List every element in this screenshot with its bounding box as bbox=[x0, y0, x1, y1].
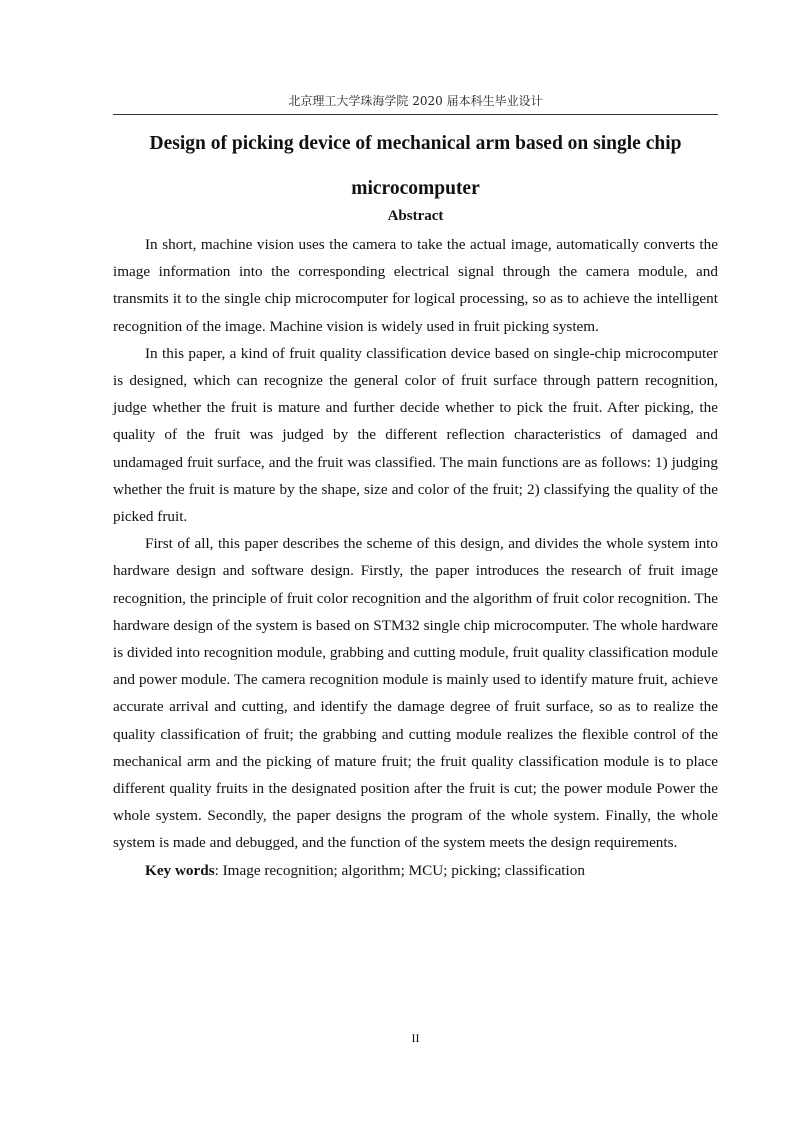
abstract-heading: Abstract bbox=[387, 208, 444, 224]
abstract-paragraph-2: In this paper, a kind of fruit quality classification device based on single-chip microcomputer is designed, which can recognize the general color of fruit surface through pattern recognition, judge whether the fruit is mature and further decide whether to pick the fruit. After picking, the quality of the fruit was judged by the different reflection characteristics of damaged and undamaged fruit surface, and the fruit was classified. The main functions are as follows: 1) judging whether the fruit is mature by the shape, size and color of the fruit; 2) classifying the quality of the picked fruit. bbox=[113, 344, 718, 526]
keywords-label: Key words bbox=[145, 861, 215, 879]
document-title: Design of picking device of mechanical arm based on single chip microcomputer bbox=[149, 133, 682, 199]
header-divider bbox=[113, 114, 718, 115]
abstract-paragraph-1: In short, machine vision uses the camera to take the actual image, automatically converts the image information into the corresponding electrical signal through the camera module, and transmits it to the single chip microcomputer for logical processing, so as to achieve the intelligent recognition of the image. Machine vision is widely used in fruit picking system. bbox=[113, 236, 718, 335]
abstract-paragraph-3: First of all, this paper describes the scheme of this design, and divides the whole system into hardware design and software design. Firstly, the paper introduces the research of fruit image recognition, the principle of fruit color recognition and the algorithm of fruit color recognition. The hardware design of the system is based on STM32 single chip microcomputer. The whole hardware is divided into recognition module, grabbing and cutting module, fruit quality classification module and power module. The camera recognition module is mainly used to identify mature fruit, achieve accurate arrival and cutting, and identify the damage degree of fruit surface, so as to realize the quality classification of fruit; the grabbing and cutting module realizes the flexible control of the mechanical arm and the picking of mature fruit; the fruit quality classification module is to place different quality fruits in the designated position after the fruit is cut; the power module Power the whole system. Secondly, the paper designs the program of the whole system. Finally, the whole system is made and debugged, and the function of the system meets the design requirements. bbox=[113, 535, 718, 852]
keywords-line bbox=[113, 857, 718, 884]
abstract-body bbox=[113, 231, 718, 884]
page-header: 北京理工大学珠海学院 2020 届本科生毕业设计 bbox=[288, 94, 543, 108]
page-number: II bbox=[411, 1031, 420, 1045]
keywords-text: : Image recognition; algorithm; MCU; picking; classification bbox=[214, 861, 585, 879]
